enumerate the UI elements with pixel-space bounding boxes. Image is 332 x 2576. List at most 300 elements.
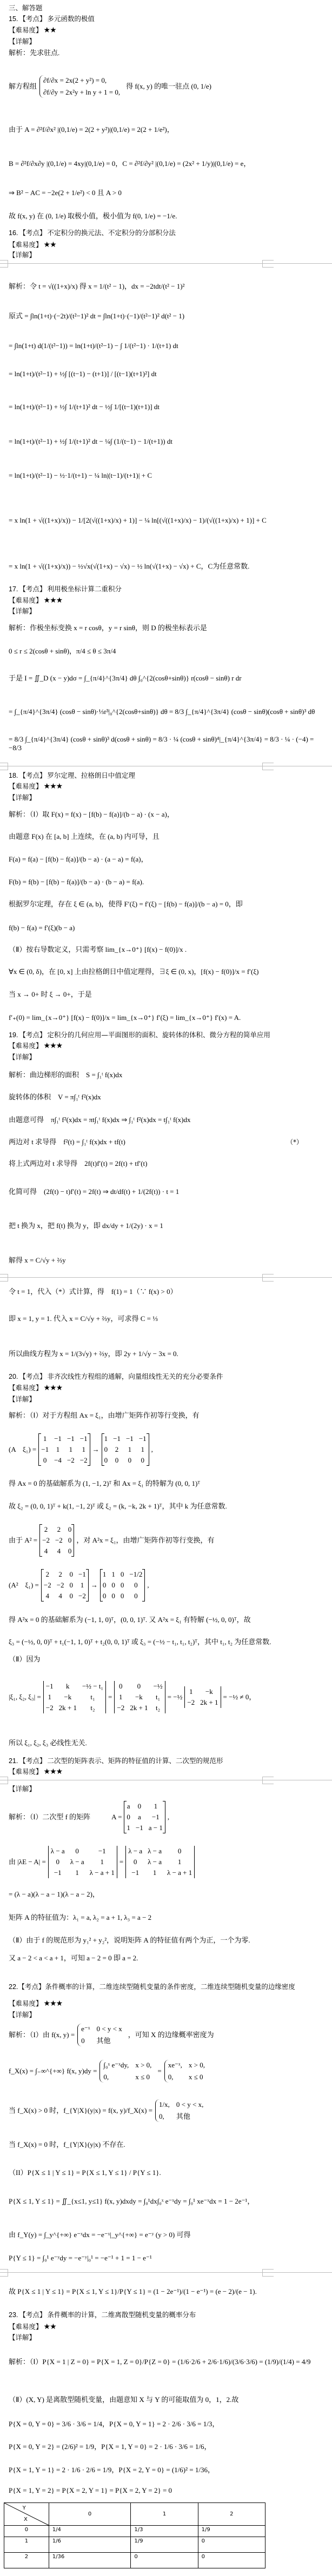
matrix-entry: a − 1: [148, 1824, 163, 1832]
question-number: 17.: [9, 585, 18, 593]
solution-line: [9, 342, 178, 350]
solution-line: [9, 832, 160, 841]
kaodian-label: 【考点】: [19, 15, 47, 23]
piecewise-cases: [39, 75, 123, 98]
matrix-entry: −2: [117, 1704, 125, 1712]
solution-line: [9, 924, 75, 932]
solution-line: [9, 735, 324, 752]
matrix-entry: 1: [69, 1445, 73, 1453]
solution-line: [9, 1411, 200, 1420]
matrix-entry: 1: [100, 1858, 104, 1866]
case-entry: 1/x,: [159, 2100, 170, 2108]
table-cell: 1/9: [198, 2526, 265, 2537]
solution-text: (A² ξ₁) =: [9, 1581, 39, 1589]
matrix-entry: −2: [187, 1698, 195, 1706]
matrix-entry: 0: [69, 1592, 74, 1600]
difficulty-stars-icon: ★★★: [43, 1042, 63, 1050]
solution-text: 解析：（Ⅰ）P{X = 1 | Z = 0} = P{X = 1, Z = 0}/P{Z = 0} = (1/6·2/6 + 2/6·1/6)/(3/6·3/6) = (1/9)/(1/4) = 4/9: [9, 2358, 311, 2366]
solution-line: [9, 282, 184, 291]
matrix-entry: 1: [128, 1445, 132, 1453]
matrix-entry: −1: [79, 1434, 88, 1443]
matrix-entry: 0: [177, 1847, 182, 1855]
solution-line: [9, 75, 211, 98]
case-entry: 0 < y < x: [96, 2025, 122, 2033]
joint-distribution-table: [4, 2502, 265, 2568]
equation-tag: （*）: [287, 1138, 303, 1146]
matrix-entry: 2: [115, 1445, 119, 1453]
question-topic: 不定积分的换元法、不定积分的分部积分法: [47, 229, 176, 237]
case-entry: ∂f/∂y = 2x²y + ln y + 1 = 0,: [43, 88, 121, 96]
difficulty-stars-icon: ★★★: [43, 596, 63, 605]
page-break: [0, 2269, 332, 2277]
matrix-entry: −2: [67, 1456, 75, 1464]
question-number: 16.: [9, 229, 18, 237]
table-row: [4, 2537, 265, 2553]
kaodian-label: 【考点】: [19, 771, 47, 779]
matrix-entry: 1: [152, 1868, 157, 1877]
solution-text: 解析：曲边梯形的面积 S = ∫₁ᵗ f(x)dx: [9, 1071, 123, 1079]
corner-x-label: X: [24, 2517, 28, 2522]
difficulty-stars-icon: ★★★: [43, 782, 63, 791]
solution-text: 化简可得 (2f(t) − t)f′(t) = 2f(t) ⇒ dt/df(t) + 1/(2f(t)) · t = 1: [9, 1187, 180, 1196]
solution-line: [9, 990, 92, 999]
solution-text: f′₊(0) = lim_{x→0⁺} [f(x) − f(0)]/x = lim_{x→0⁺} f′(ξ) = lim_{x→0⁺} f′(x) = A.: [9, 1013, 241, 1022]
solution-text: 令 t = 1，代入（*）式计算，得 f(1) = 1（∵ f(x) > 0）: [9, 1287, 177, 1296]
solution-text: f(b) − f(a) = f′(ξ)(b − a): [9, 924, 75, 932]
matrix-entry: 4: [44, 1547, 48, 1555]
solution-text: ，可知 X 的边缘概率密度为: [128, 2031, 214, 2039]
matrix-entry: λ − a: [70, 1858, 84, 1866]
solution-text: 解方程组: [9, 82, 37, 90]
matrix-entry: 0: [75, 1847, 79, 1855]
matrix: [124, 1801, 165, 1833]
solution-text: 解析：令 t = √((1+x)/x) 得 x = 1/(t² − 1)，dx = −2tdt/(t² − 1)²: [9, 282, 185, 290]
matrix-entry: −k: [64, 1693, 72, 1701]
difficulty-label: 【难易度】: [9, 1042, 43, 1050]
solution-text: 由 f_Y(y) = ∫_y^{+∞} e⁻ˣdx = −e⁻ˣ|_y^{+∞} = e⁻ʸ (y > 0) 可得: [9, 2231, 191, 2239]
solution-text: 解析：作极坐标变换 x = r cosθ，y = r sinθ，则 D 的极坐标表示是: [9, 624, 207, 632]
difficulty-label: 【难易度】: [9, 1384, 43, 1392]
question-header: [9, 585, 122, 593]
difficulty-label: 【难易度】: [9, 26, 43, 34]
solution-text: = −½ ≠ 0，: [223, 1693, 256, 1701]
row-header: 2: [4, 2553, 49, 2568]
solution-text: 又 a − 2 < a < a + 1，可知 a − 2 = 0 即 a = 2.: [9, 1954, 138, 1962]
matrix-entry: −1: [135, 1824, 143, 1832]
matrix-entry: 0: [69, 1570, 74, 1578]
solution-text: = ln(1+t)/(t²−1) + ½∫ [(t−1) − (t+1)] / [(t−1)(t+1)²] dt: [9, 370, 157, 378]
solution-text: 得 Ax = 0 的基础解系为 (1, −1, 2)ᵀ 和 Ax = ξ₁ 的特解为 (0, 0, 1)ᵀ: [9, 1479, 201, 1487]
solution-line: [9, 1116, 190, 1124]
table-cell: 1/9: [131, 2537, 198, 2553]
matrix-entry: −1: [54, 1434, 62, 1443]
matrix-entry: −½ − t₁: [82, 1682, 104, 1690]
case-entry: e⁻ˣ: [81, 2025, 90, 2033]
matrix-entry: 1: [75, 1868, 79, 1877]
matrix-entry: 2: [58, 1570, 62, 1578]
piecewise-cases: [77, 2024, 125, 2046]
matrix-entry: 0: [120, 1581, 124, 1589]
question-number: 19.: [9, 1031, 18, 1039]
solution-text: 由 |λE − A| =: [9, 1858, 46, 1866]
row-header: 1: [4, 2537, 49, 2553]
matrix-entry: 0: [68, 1536, 72, 1544]
solution-text: P{X = 1, Y = 1} = 2 · 1/6 · 2/6 = 1/9，P{X = 2, Y = 0} = (1/6)² = 1/36，: [9, 2466, 215, 2474]
matrix-entry: 2k + 1: [130, 1704, 148, 1712]
solution-line: [9, 2099, 208, 2122]
solution-text: 根据罗尔定理，存在 ξ ∈ (a, b)，使得 F′(ξ) = f′(ξ) − [f(b) − f(a)]/(b − a) = 0，即: [9, 900, 243, 908]
solution-text: 0 ≤ r ≤ 2(cosθ + sinθ)，π/4 ≤ θ ≤ 3π/4: [9, 647, 116, 655]
solution-text: P{Y ≤ 1} = ∫₀¹ e⁻ʸdy = −e⁻ʸ|₀¹ = −e⁻¹ + 1 = 1 − e⁻¹: [9, 2254, 152, 2262]
detail-row: [9, 2333, 36, 2342]
solution-text: 把 t 换为 x，把 f(t) 换为 y，即 dx/dy + 1/(2y) · x = 1: [9, 1222, 163, 1230]
table-corner-cell: [4, 2503, 49, 2526]
matrix-entry: −1: [98, 1847, 106, 1855]
case-entry: ∂f/∂x = 2x(2 + y²) = 0,: [43, 76, 107, 84]
matrix-entry: −2: [56, 1581, 64, 1589]
kaodian-label: 【考点】: [19, 229, 47, 237]
solution-text: = 8/3 ∫_{π/4}^{3π/4} (cosθ + sinθ)³ d(cosθ + sinθ) = 8/3 · ¼ (cosθ + sinθ)⁴|_{π/4}^{3π/4} = 8/3 · ¼ · (−4) = −8/3: [9, 735, 314, 752]
table-cell: 1/6: [49, 2537, 131, 2553]
case-entry: x ≤ 0: [188, 2073, 203, 2081]
matrix-entry: t₁: [90, 1693, 95, 1701]
question-header: [9, 1757, 223, 1765]
solution-text: 当 f_X(x) = 0 时，f_{Y|X}(y|x) 不存在.: [9, 2140, 125, 2148]
solution-text: →: [90, 1581, 98, 1589]
piecewise-cases: [99, 2060, 155, 2083]
solution-text: （II）P{X ≤ 1 | Y ≤ 1} = P{X ≤ 1, Y ≤ 1} / P{Y ≤ 1}.: [9, 2168, 161, 2177]
matrix-entry: 0: [104, 1445, 108, 1453]
solution-line: [9, 1256, 66, 1265]
question-topic: 条件概率的计算，二维离散型随机变量的概率分布: [47, 2311, 196, 2319]
solution-line: [9, 1138, 125, 1146]
matrix-entry: −k: [205, 1687, 213, 1696]
solution-line: [9, 1013, 241, 1022]
matrix-entry: 0: [56, 1858, 59, 1866]
matrix-entry: λ − a: [50, 1847, 65, 1855]
difficulty-label: 【难易度】: [9, 782, 43, 790]
matrix-entry: −1: [54, 1868, 62, 1877]
solution-text: P{X = 0, Y = 0} = 3/6 · 3/6 = 1/4，P{X = 0, Y = 1} = 2 · 2/6 · 3/6 = 1/3，: [9, 2420, 220, 2428]
question-number: 21.: [9, 1757, 18, 1765]
matrix-entry: 4: [45, 1592, 50, 1600]
solution-line: [9, 2168, 161, 2177]
matrix-entry: 4: [57, 1547, 61, 1555]
question-topic: 非齐次线性方程组的通解，向量组线性无关的充分必要条件: [47, 1372, 223, 1380]
matrix-entry: −1: [131, 1868, 140, 1877]
matrix-entry: −½: [153, 1682, 163, 1690]
solution-text: 故 ξ₂ = (0, 0, 1)ᵀ + k(1, −1, 2)ᵀ 或 ξ₂ = (k, −k, 2k + 1)ᵀ，其中 k 为任意常数.: [9, 1502, 227, 1510]
column-header: 1: [131, 2503, 198, 2526]
question-number: 18.: [9, 772, 18, 779]
matrix-entry: 1: [141, 1445, 144, 1453]
solution-text: = ∫_{π/4}^{3π/4} (cosθ − sinθ)·⅓r³|₀^{2(cosθ+sinθ)} dθ = 8/3 ∫_{π/4}^{3π/4} (cosθ − sinθ)(cosθ + sinθ)³ dθ: [9, 708, 315, 716]
solution-text: 解得 x = C/√y + ⅔y: [9, 1256, 66, 1264]
matrix-entry: −1: [45, 1682, 54, 1690]
matrix-entry: 0: [137, 1682, 141, 1690]
solution-line: [9, 2466, 215, 2474]
solution-text: =: [157, 2067, 162, 2075]
table-cell: 0: [131, 2553, 198, 2568]
solution-text: →: [92, 1445, 99, 1453]
difficulty-stars-icon: ★★: [43, 241, 56, 249]
detail-label: 【详解】: [9, 607, 36, 615]
matrix-entry: 2k + 1: [200, 1698, 218, 1706]
matrix-entry: 0: [119, 1682, 123, 1690]
question-topic: 罗尔定理、拉格朗日中值定理: [47, 771, 135, 779]
matrix-entry: 1: [82, 1445, 85, 1453]
solution-text: （Ⅱ）(X, Y) 是离散型随机变量，由题意知 X 与 Y 的可能取值为 0，1，2.故: [9, 2395, 239, 2404]
solution-line: [9, 2420, 219, 2428]
detail-row: [9, 607, 36, 616]
question-number: 23.: [9, 2311, 18, 2319]
matrix-entry: 2: [44, 1525, 48, 1533]
piecewise-cases: [155, 2099, 207, 2122]
question-topic: 二次型的矩阵表示、矩阵的特征值的计算、二次型的规范形: [47, 1757, 223, 1765]
solution-text: ,: [167, 1813, 170, 1821]
matrix-entry: 0: [68, 1525, 72, 1533]
solution-text: = x ln(1 + √((1+x)/x)) − 1/[2(√((1+x)/x) + 1)] − ¼ ln[(√((1+x)/x) − 1)/(√((1+x)/x) + 1)] + C: [9, 516, 267, 524]
solution-line: [9, 1655, 40, 1664]
matrix-entry: k: [66, 1682, 70, 1690]
determinant: [43, 1681, 106, 1713]
matrix-entry: 1: [102, 1570, 107, 1578]
solution-line: [9, 945, 187, 954]
matrix-entry: 0: [134, 1581, 138, 1589]
table-cell: 1/3: [131, 2526, 198, 2537]
solution-line: [9, 1801, 169, 1833]
solution-text: 得 f(x, y) 的唯一驻点 (0, 1/e): [126, 82, 211, 90]
kaodian-label: 【考点】: [19, 1031, 47, 1039]
solution-line: [9, 2442, 211, 2451]
solution-line: [9, 1350, 178, 1358]
matrix-entry: λ − a + 1: [89, 1868, 115, 1877]
matrix-entry: a: [137, 1813, 141, 1821]
matrix-entry: −2: [55, 1536, 63, 1544]
solution-text: 解析：（Ⅰ）取 F(x) = f(x) − [f(b) − f(a)]/(b − a) · (x − a)，: [9, 810, 174, 818]
solution-text: 解析：（Ⅰ）二次型 f 的矩阵 A =: [9, 1813, 122, 1821]
matrix-entry: 1: [177, 1858, 182, 1866]
detail-label: 【详解】: [9, 251, 36, 259]
detail-label: 【详解】: [9, 37, 36, 45]
matrix-entry: −1: [41, 1445, 49, 1453]
solution-text: （Ⅱ）因为: [9, 1655, 41, 1663]
matrix-entry: 1: [154, 1802, 158, 1810]
solution-text: 旋转体的体积 V = π∫₁ᵗ f²(x)dx: [9, 1093, 101, 1101]
question-number: 22.: [9, 1983, 18, 1991]
detail-label: 【详解】: [9, 1053, 36, 1061]
kaodian-label: 【考点】: [19, 2311, 47, 2319]
solution-text: P{X ≤ 1, Y ≤ 1} = ∬_{x≤1, y≤1} f(x, y)dxdy = ∫₀¹dx∫₀ˣ e⁻ˣdy = ∫₀¹ xe⁻ˣdx = 1 − 2e⁻¹，: [9, 2197, 255, 2205]
solution-text: 由题意可得 π∫₁ᵗ f²(x)dx = πt∫₁ᵗ f(x)dx ⇒ ∫₁ᵗ f²(x)dx = t∫₁ᵗ f(x)dx: [9, 1116, 191, 1124]
detail-row: [9, 37, 36, 46]
kaodian-label: 【考点】: [18, 1983, 45, 1991]
matrix-entry: 1: [189, 1687, 193, 1696]
difficulty-label: 【难易度】: [9, 241, 43, 249]
solution-line: [9, 125, 174, 134]
solution-line: [9, 1638, 271, 1646]
matrix: [41, 1569, 89, 1601]
detail-row: [9, 793, 36, 802]
matrix-entry: 0: [133, 1858, 137, 1866]
solution-text: 得 A²x = 0 的基础解系为 (−1, 1, 0)ᵀ，(0, 0, 1)ᵀ. 又 A²x = ξ₁ 有特解 (−½, 0, 0)ᵀ，故: [9, 1616, 251, 1624]
difficulty-row: [9, 26, 56, 35]
solution-line: [9, 1314, 158, 1323]
solution-line: [9, 370, 157, 378]
solution-line: [9, 1222, 163, 1230]
question-header: [9, 229, 176, 237]
matrix-entry: t₁: [156, 1693, 161, 1701]
solution-line: [9, 2287, 257, 2296]
solution-text: = (λ − a)(λ − a − 1)(λ − a − 2)，: [9, 1890, 99, 1898]
question-number: 20.: [9, 1373, 18, 1380]
solution-line: [9, 1187, 179, 1196]
matrix-entry: −1: [151, 1813, 160, 1821]
solution-text: =: [119, 1858, 124, 1866]
solution-line: [9, 1093, 101, 1102]
detail-label: 【详解】: [9, 1395, 36, 1403]
matrix-entry: −4: [54, 1456, 62, 1464]
solution-line: [9, 2197, 254, 2206]
page-break: [0, 1777, 332, 1784]
case-entry: 0: [81, 2037, 85, 2045]
table-cell: 0: [198, 2537, 265, 2553]
question-topic: 定积分的几何应用—平面图形的面积、旋转体的体积、微分方程的简单应用: [47, 1031, 270, 1039]
solution-line: [9, 159, 250, 168]
solution-text: =: [108, 1693, 112, 1701]
column-header: 0: [49, 2503, 131, 2526]
solution-text: = ∫ln(1+t) d(1/(t²−1)) = ln(1+t)/(t²−1) − ∫ 1/(t²−1) · 1/(t+1) dt: [9, 342, 178, 350]
solution-line: [9, 403, 160, 411]
matrix-entry: 1: [48, 1693, 51, 1701]
matrix-entry: 1: [111, 1570, 115, 1578]
case-entry: 其他: [176, 2112, 190, 2120]
difficulty-stars-icon: ★★★: [43, 1384, 63, 1392]
matrix-entry: λ − a: [128, 1847, 143, 1855]
matrix: [38, 1433, 90, 1466]
matrix-entry: λ − a: [148, 1847, 162, 1855]
matrix-entry: 0: [134, 1592, 138, 1600]
question-header: [9, 1372, 223, 1381]
solution-line: [9, 1954, 138, 1963]
solution-line: [9, 1569, 149, 1601]
matrix-entry: −1: [78, 1570, 86, 1578]
solution-line: [9, 212, 177, 221]
solution-line: [9, 2486, 172, 2495]
solution-line: [9, 2358, 310, 2366]
difficulty-row: [9, 782, 62, 791]
solution-text: F(a) = f(a) − [f(b) − f(a)]/(b − a) · (a − a) = f(a)，: [9, 855, 148, 863]
solution-text: ，对 A²x = ξ₁，由增广矩阵作初等行变换，有: [76, 1536, 215, 1544]
detail-label: 【详解】: [9, 2333, 36, 2341]
matrix-entry: −k: [135, 1693, 143, 1701]
solution-line: [9, 647, 116, 656]
solution-line: [9, 471, 152, 480]
solution-line: [9, 1502, 227, 1511]
solution-line: [9, 2060, 210, 2083]
difficulty-label: 【难易度】: [9, 596, 43, 604]
row-header: 0: [4, 2526, 49, 2537]
question-number: 15.: [9, 15, 18, 23]
difficulty-row: [9, 1767, 62, 1776]
matrix-entry: a: [127, 1802, 130, 1810]
matrix-entry: −2: [42, 1536, 50, 1544]
case-entry: x > 0,: [188, 2061, 205, 2069]
difficulty-row: [9, 1384, 62, 1392]
matrix-entry: 0: [115, 1456, 119, 1464]
matrix-entry: 2: [45, 1570, 50, 1578]
solution-text: ∀x ∈ (0, δ)，在 [0, x] 上由拉格朗日中值定理得，∃ξ ∈ (0, x)，[f(x) − f(0)]/x = f′(ξ): [9, 967, 259, 976]
determinant: [48, 1846, 117, 1878]
matrix-entry: −2: [78, 1592, 86, 1600]
solution-text: 矩阵 A 的特征值为：λ₁ = a, λ₂ = a + 1, λ₃ = a − 2: [9, 1913, 152, 1921]
matrix-entry: −1: [67, 1434, 75, 1443]
matrix-entry: 0: [102, 1592, 107, 1600]
solution-line: [9, 967, 258, 976]
case-entry: x ≤ 0: [135, 2073, 150, 2081]
question-header: [9, 771, 135, 780]
solution-text: ξ₃ = (−½, 0, 0)ᵀ + t₁(−1, 1, 0)ᵀ + t₂(0, 0, 1)ᵀ 或 ξ₃ = (−½ − t₁, t₁, t₂)ᵀ，其中 t₁, t₂ 为任意常数.: [9, 1638, 271, 1646]
solution-text: 由题意 F(x) 在 [a, b] 上连续，在 (a, b) 内可导，且: [9, 832, 160, 840]
matrix-entry: 0: [68, 1547, 72, 1555]
solution-line: [9, 2140, 125, 2149]
solution-text: ,: [147, 1581, 149, 1589]
solution-text: = ln(1+t)/(t²−1) − ½·1/(t+1) − ¼ ln|(t−1)/(t+1)| + C: [9, 471, 152, 479]
matrix-entry: 0: [137, 1802, 142, 1810]
detail-label: 【详解】: [9, 793, 36, 802]
matrix-entry: 0: [127, 1813, 130, 1821]
solution-line: [9, 624, 207, 632]
solution-text: = −½: [167, 1693, 183, 1701]
solution-text: 所以 ξ₁, ξ₂, ξ₃ 必线性无关.: [9, 1739, 87, 1747]
difficulty-row: [9, 2323, 56, 2331]
solution-text: ,: [151, 1445, 153, 1453]
table-cell: 0: [198, 2553, 265, 2568]
difficulty-row: [9, 1999, 62, 2008]
solution-text: 解析：（Ⅰ）对于方程组 Ax = ξ₁，由增广矩阵作初等行变换，有: [9, 1411, 200, 1419]
matrix-entry: 1: [56, 1445, 60, 1453]
case-entry: x > 0,: [135, 2061, 152, 2069]
solution-line: [9, 516, 267, 525]
solution-text: 原式 = ∫ln(1+t)·(−2t)/(t²−1)² dt = ∫ln(1+t)·(−1)/(t²−1)² d(t² − 1): [9, 312, 185, 320]
matrix-entry: 0: [111, 1592, 115, 1600]
solution-text: 即 x = 1, y = 1. 代入 x = C/√y + ⅔y，可求得 C = ⅓: [9, 1314, 158, 1323]
question-header: [9, 15, 95, 23]
solution-line: [9, 312, 184, 321]
solution-text: F(b) = f(b) − [f(b) − f(a)]/(b − a) · (b − a) = f(a).: [9, 878, 144, 886]
solution-line: [9, 1433, 153, 1466]
table-cell: 1/36: [49, 2553, 131, 2568]
detail-row: [9, 1053, 36, 1062]
solution-text: 两边对 t 求导得 f²(t) = ∫₁ᵗ f(x)dx + tf(t): [9, 1138, 125, 1146]
page-break: [0, 260, 332, 268]
question-header: [9, 2311, 196, 2319]
solution-line: [9, 49, 59, 57]
column-header: 2: [198, 2503, 265, 2526]
matrix-entry: 1: [127, 1824, 130, 1832]
solution-text: P{X = 1, Y = 2} = P{X = 2, Y = 1} = P{X = 2, Y = 2} = 0: [9, 2486, 172, 2494]
kaodian-label: 【考点】: [19, 585, 47, 593]
section-title: 三、解答题: [9, 4, 43, 12]
matrix-entry: 0: [111, 1581, 115, 1589]
solution-text: |ξ₁, ξ₂, ξ₃| =: [9, 1693, 41, 1701]
solution-line: [9, 1524, 215, 1557]
solution-line: [9, 1913, 151, 1922]
matrix-entry: −2: [43, 1581, 51, 1589]
solution-line: [9, 1739, 87, 1747]
solution-line: [9, 2395, 238, 2404]
difficulty-label: 【难易度】: [9, 1767, 43, 1776]
